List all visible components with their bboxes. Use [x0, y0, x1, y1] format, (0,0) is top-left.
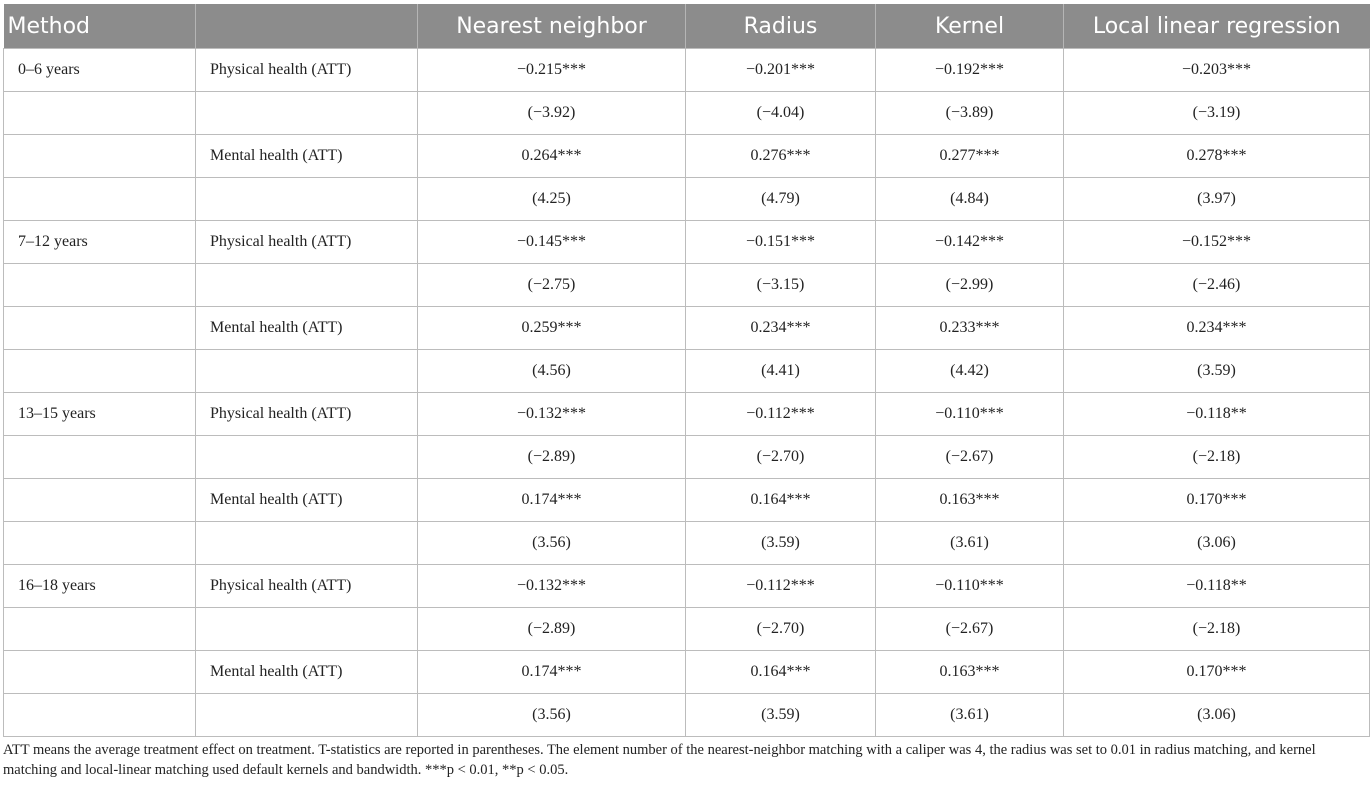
- table-row: [4, 178, 1370, 221]
- variable-cell: Mental health (ATT): [196, 135, 418, 178]
- group-cell: 16–18 years: [4, 565, 196, 608]
- table-row: [4, 565, 1370, 608]
- local-linear-cell: −0.152***: [1064, 221, 1370, 264]
- local-linear-cell: −0.118**: [1064, 393, 1370, 436]
- kernel-cell: (4.84): [876, 178, 1064, 221]
- nearest-neighbor-cell: (−2.89): [418, 436, 686, 479]
- local-linear-cell: (3.06): [1064, 694, 1370, 737]
- kernel-cell: (−2.67): [876, 436, 1064, 479]
- variable-cell: Physical health (ATT): [196, 565, 418, 608]
- radius-cell: 0.164***: [686, 651, 876, 694]
- local-linear-cell: (−2.18): [1064, 436, 1370, 479]
- column-header-2: Nearest neighbor: [418, 4, 686, 49]
- kernel-cell: (−2.99): [876, 264, 1064, 307]
- group-cell: [4, 479, 196, 522]
- kernel-cell: −0.142***: [876, 221, 1064, 264]
- table-footnote: ATT means the average treatment effect on treatment. T-statistics are reported in parentheses. The element number of the nearest-neighbor matching with a caliper was 4, the radius was set to 0.01 in radius matching, and kernel matching and local-linear matching used default kernels and bandwidth. ***p < 0.01, **p < 0.05.: [3, 742, 1316, 778]
- variable-cell: [196, 436, 418, 479]
- kernel-cell: 0.233***: [876, 307, 1064, 350]
- group-cell: [4, 608, 196, 651]
- local-linear-cell: −0.118**: [1064, 565, 1370, 608]
- table-header: [4, 4, 1370, 49]
- table-row: [4, 651, 1370, 694]
- local-linear-cell: (3.59): [1064, 350, 1370, 393]
- local-linear-cell: (−3.19): [1064, 92, 1370, 135]
- radius-cell: 0.164***: [686, 479, 876, 522]
- kernel-cell: (3.61): [876, 522, 1064, 565]
- radius-cell: −0.112***: [686, 565, 876, 608]
- kernel-cell: (−3.89): [876, 92, 1064, 135]
- table-row: [4, 92, 1370, 135]
- kernel-cell: 0.163***: [876, 651, 1064, 694]
- group-cell: 7–12 years: [4, 221, 196, 264]
- radius-cell: (−2.70): [686, 608, 876, 651]
- variable-cell: [196, 92, 418, 135]
- local-linear-cell: 0.170***: [1064, 479, 1370, 522]
- radius-cell: −0.201***: [686, 49, 876, 92]
- column-header-3: Radius: [686, 4, 876, 49]
- group-cell: 0–6 years: [4, 49, 196, 92]
- table-row: [4, 479, 1370, 522]
- radius-cell: (3.59): [686, 522, 876, 565]
- kernel-cell: −0.110***: [876, 565, 1064, 608]
- local-linear-cell: 0.278***: [1064, 135, 1370, 178]
- kernel-cell: 0.277***: [876, 135, 1064, 178]
- group-cell: [4, 264, 196, 307]
- local-linear-cell: 0.234***: [1064, 307, 1370, 350]
- nearest-neighbor-cell: (3.56): [418, 694, 686, 737]
- nearest-neighbor-cell: 0.264***: [418, 135, 686, 178]
- table-row: [4, 608, 1370, 651]
- kernel-cell: −0.192***: [876, 49, 1064, 92]
- variable-cell: Physical health (ATT): [196, 221, 418, 264]
- variable-cell: [196, 522, 418, 565]
- table-row: [4, 436, 1370, 479]
- variable-cell: Mental health (ATT): [196, 651, 418, 694]
- radius-cell: (−3.15): [686, 264, 876, 307]
- group-cell: [4, 307, 196, 350]
- group-cell: [4, 178, 196, 221]
- radius-cell: (−4.04): [686, 92, 876, 135]
- group-cell: [4, 135, 196, 178]
- table-row: [4, 135, 1370, 178]
- table-row: [4, 221, 1370, 264]
- nearest-neighbor-cell: (4.56): [418, 350, 686, 393]
- nearest-neighbor-cell: −0.215***: [418, 49, 686, 92]
- nearest-neighbor-cell: 0.174***: [418, 651, 686, 694]
- group-cell: [4, 350, 196, 393]
- table-row: [4, 307, 1370, 350]
- column-header-1: [196, 4, 418, 49]
- kernel-cell: (3.61): [876, 694, 1064, 737]
- results-table-container: [3, 4, 1369, 737]
- column-header-4: Kernel: [876, 4, 1064, 49]
- local-linear-cell: 0.170***: [1064, 651, 1370, 694]
- table-body: [4, 49, 1370, 737]
- variable-cell: Physical health (ATT): [196, 393, 418, 436]
- group-cell: [4, 436, 196, 479]
- results-table: [3, 4, 1370, 737]
- variable-cell: [196, 178, 418, 221]
- radius-cell: 0.234***: [686, 307, 876, 350]
- group-cell: [4, 522, 196, 565]
- kernel-cell: −0.110***: [876, 393, 1064, 436]
- nearest-neighbor-cell: (−3.92): [418, 92, 686, 135]
- variable-cell: Mental health (ATT): [196, 479, 418, 522]
- group-cell: [4, 651, 196, 694]
- radius-cell: (4.79): [686, 178, 876, 221]
- radius-cell: −0.151***: [686, 221, 876, 264]
- radius-cell: −0.112***: [686, 393, 876, 436]
- nearest-neighbor-cell: −0.132***: [418, 565, 686, 608]
- nearest-neighbor-cell: (3.56): [418, 522, 686, 565]
- variable-cell: Mental health (ATT): [196, 307, 418, 350]
- table-row: [4, 264, 1370, 307]
- group-cell: [4, 694, 196, 737]
- variable-cell: Physical health (ATT): [196, 49, 418, 92]
- header-row: [4, 4, 1370, 49]
- variable-cell: [196, 694, 418, 737]
- variable-cell: [196, 608, 418, 651]
- kernel-cell: (−2.67): [876, 608, 1064, 651]
- nearest-neighbor-cell: (−2.89): [418, 608, 686, 651]
- column-header-5: Local linear regression: [1064, 4, 1370, 49]
- group-cell: 13–15 years: [4, 393, 196, 436]
- kernel-cell: (4.42): [876, 350, 1064, 393]
- local-linear-cell: (−2.46): [1064, 264, 1370, 307]
- nearest-neighbor-cell: −0.132***: [418, 393, 686, 436]
- table-row: [4, 694, 1370, 737]
- radius-cell: (3.59): [686, 694, 876, 737]
- nearest-neighbor-cell: −0.145***: [418, 221, 686, 264]
- local-linear-cell: (3.06): [1064, 522, 1370, 565]
- group-cell: [4, 92, 196, 135]
- local-linear-cell: (3.97): [1064, 178, 1370, 221]
- local-linear-cell: −0.203***: [1064, 49, 1370, 92]
- radius-cell: (4.41): [686, 350, 876, 393]
- nearest-neighbor-cell: (4.25): [418, 178, 686, 221]
- kernel-cell: 0.163***: [876, 479, 1064, 522]
- nearest-neighbor-cell: 0.259***: [418, 307, 686, 350]
- radius-cell: 0.276***: [686, 135, 876, 178]
- column-header-0: Method: [4, 4, 196, 49]
- table-row: [4, 393, 1370, 436]
- radius-cell: (−2.70): [686, 436, 876, 479]
- local-linear-cell: (−2.18): [1064, 608, 1370, 651]
- nearest-neighbor-cell: 0.174***: [418, 479, 686, 522]
- table-row: [4, 522, 1370, 565]
- variable-cell: [196, 264, 418, 307]
- nearest-neighbor-cell: (−2.75): [418, 264, 686, 307]
- table-row: [4, 350, 1370, 393]
- variable-cell: [196, 350, 418, 393]
- table-row: [4, 49, 1370, 92]
